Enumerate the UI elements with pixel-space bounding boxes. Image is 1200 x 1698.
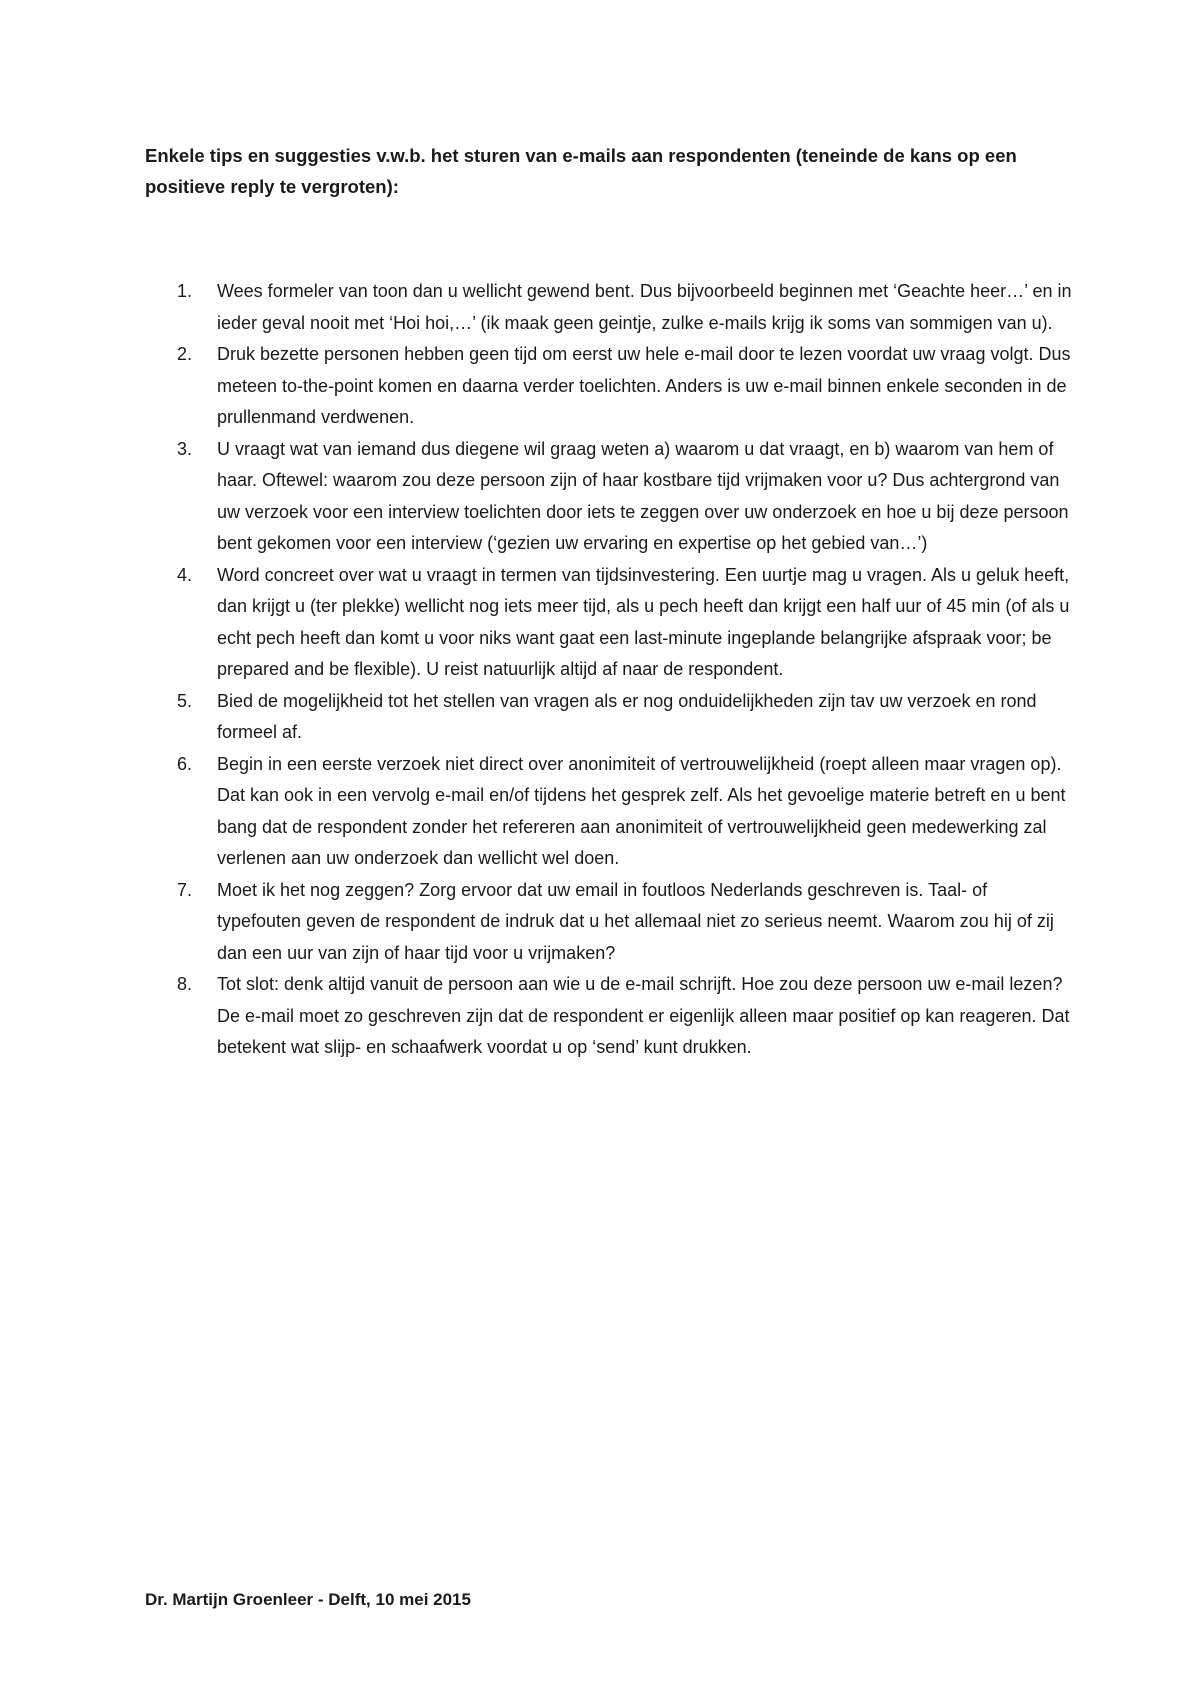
list-item-number: 8.: [177, 974, 193, 994]
list-item-text: Moet ik het nog zeggen? Zorg ervoor dat uw email in foutloos Nederlands geschreven is. Taal- of typefouten geven de respondent de indruk dat u het allemaal niet zo serieus neemt. Waarom zou hij of zij dan een uur van zijn of haar tijd voor u vrijmaken?: [217, 879, 1054, 963]
list-item: [145, 560, 1075, 686]
list-item: [145, 969, 1075, 1064]
list-item-text: Bied de mogelijkheid tot het stellen van vragen als er nog onduidelijkheden zijn tav uw verzoek en rond formeel af.: [217, 690, 1037, 742]
list-item-text: Begin in een eerste verzoek niet direct over anonimiteit of vertrouwelijkheid (roept alleen maar vragen op). Dat kan ook in een vervolg e-mail en/of tijdens het gesprek zelf. Als het gevoelige materie betreft en u bent bang dat de respondent zonder het refereren aan anonimiteit of vertrouwelijkheid geen medewerking zal verlenen aan uw onderzoek dan wellicht wel doen.: [217, 753, 1066, 868]
list-item-number: 7.: [177, 879, 193, 900]
list-item: [145, 749, 1075, 875]
list-item-text: Word concreet over wat u vraagt in termen van tijdsinvestering. Een uurtje mag u vragen. Als u geluk heeft, dan krijgt u (ter plekke) wellicht nog iets meer tijd, als u pech heeft dan krijgt een half uur of 45 min (of als u echt pech heeft dan komt u voor niks want gaat een last-minute ingeplande belangrijke afspraak voor; be prepared and be flexible). U reist natuurlijk altijd af naar de respondent.: [217, 564, 1070, 679]
list-item-number: 3.: [177, 438, 193, 459]
list-item-number: 1.: [177, 281, 193, 301]
list-item: [145, 339, 1075, 434]
document-heading: Enkele tips en suggesties v.w.b. het sturen van e-mails aan respondenten (teneinde de kans op een positieve reply te vergroten):: [145, 145, 1017, 197]
list-item-number: 5.: [177, 690, 193, 711]
list-item-text: Wees formeler van toon dan u wellicht gewend bent. Dus bijvoorbeeld beginnen met ‘Geachte heer…’ en in ieder geval nooit met ‘Hoi hoi,…’ (ik maak geen geintje, zulke e-mails krijg ik soms van sommigen van u).: [217, 281, 1072, 333]
document-footer: Dr. Martijn Groenleer - Delft, 10 mei 2015: [145, 1590, 471, 1609]
list-item: [145, 434, 1075, 560]
list-item-number: 6.: [177, 753, 193, 774]
list-item-text: U vraagt wat van iemand dus diegene wil graag weten a) waarom u dat vraagt, en b) waarom van hem of haar. Oftewel: waarom zou deze persoon zijn of haar kostbare tijd vrijmaken voor u? Dus achtergrond van uw verzoek voor een interview toelichten door iets te zeggen over uw onderzoek en hoe u bij deze persoon bent gekomen voor een interview (‘gezien uw ervaring en expertise op het gebied van…’): [217, 438, 1069, 553]
list-item-number: 2.: [177, 344, 193, 364]
list-item-text: Tot slot: denk altijd vanuit de persoon aan wie u de e-mail schrijft. Hoe zou deze persoon uw e-mail lezen? De e-mail moet zo geschreven zijn dat de respondent er eigenlijk alleen maar positief op kan reageren. Dat betekent wat slijp- en schaafwerk voordat u op ‘send’ kunt drukken.: [217, 974, 1070, 1057]
tips-list: [145, 276, 1075, 1064]
list-item: [145, 875, 1075, 970]
list-item-number: 4.: [177, 564, 193, 585]
list-item-text: Druk bezette personen hebben geen tijd om eerst uw hele e-mail door te lezen voordat uw vraag volgt. Dus meteen to-the-point komen en daarna verder toelichten. Anders is uw e-mail binnen enkele seconden in de prullenmand verdwenen.: [217, 344, 1071, 427]
list-item: [145, 276, 1075, 339]
list-item: [145, 686, 1075, 749]
